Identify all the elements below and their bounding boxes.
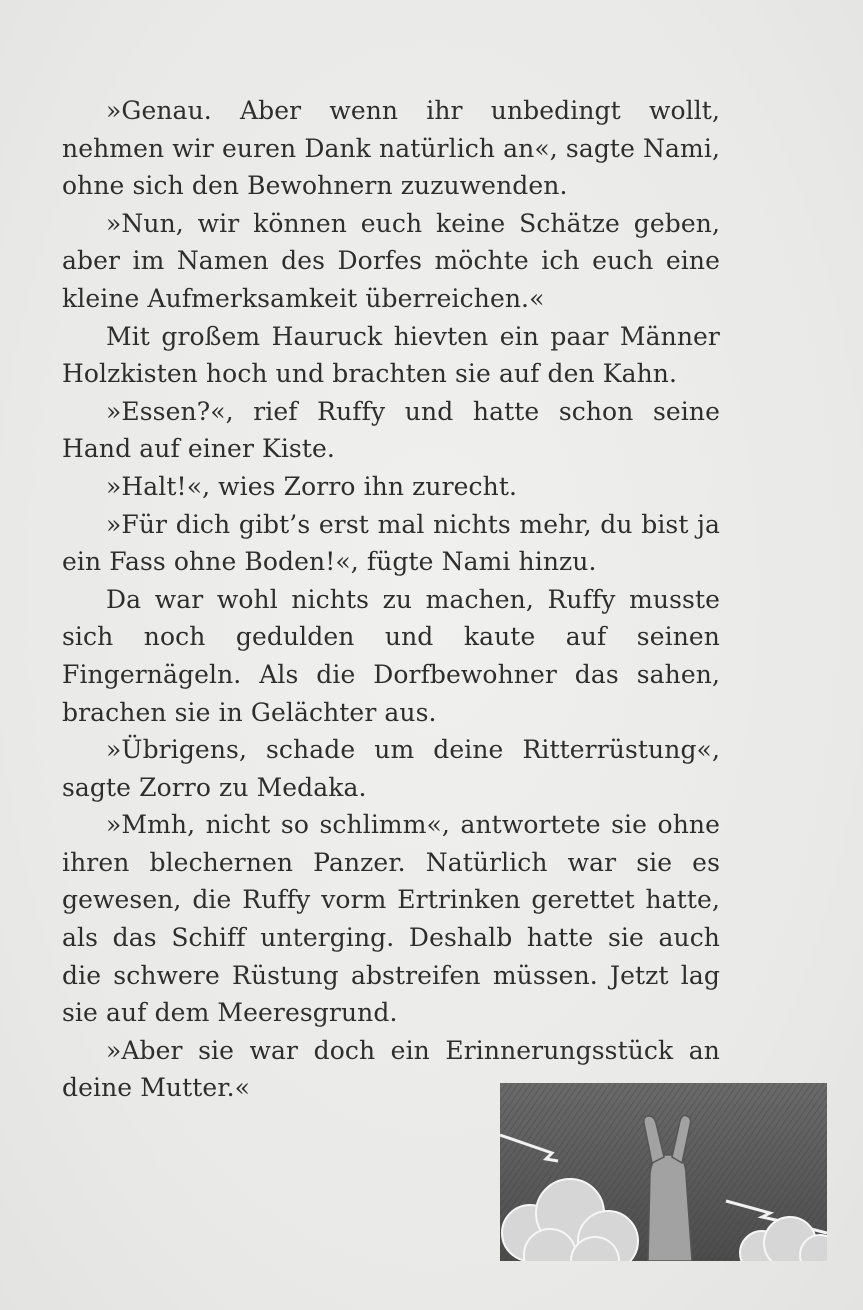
paragraph: »Mmh, nicht so schlimm«, antwortete sie ohne ihren blechernen Panzer. Natürlich war sie es gewesen, die Ruffy vorm Ertrinken gerettet hatte, als das Schiff unterging. Deshalb hatte sie auch die schwere Rüstung abstreifen müssen. Jetzt lag sie auf dem Meeresgrund.	[62, 810, 720, 1028]
paragraph: »Aber sie war doch ein Erinnerungsstück an deine Mutter.«	[62, 1035, 720, 1103]
paragraph: »Essen?«, rief Ruffy und hatte schon seine Hand auf einer Kiste.	[62, 396, 720, 464]
paragraph: »Nun, wir können euch keine Schätze geben, aber im Namen des Dorfes möchte ich euch eine kleine Aufmerksamkeit überreichen.«	[62, 208, 720, 313]
paragraph: Mit großem Hauruck hievten ein paar Männer Holzkisten hoch und brachten sie auf den Kahn.	[62, 321, 720, 389]
paragraph: »Übrigens, schade um deine Ritterrüstung«, sagte Zorro zu Medaka.	[62, 735, 720, 802]
body-text	[62, 92, 720, 1107]
paragraph: »Halt!«, wies Zorro ihn zurecht.	[106, 471, 518, 501]
hand-victory-sign-icon	[500, 1083, 827, 1261]
paragraph: »Genau. Aber wenn ihr unbedingt wollt, nehmen wir euren Dank natürlich an«, sagte Nami, ohne sich den Bewohnern zuzuwenden.	[62, 96, 720, 201]
paragraph: »Für dich gibt’s erst mal nichts mehr, du bist ja ein Fass ohne Boden!«, fügte Nami hinzu.	[62, 509, 720, 577]
manga-illustration	[500, 1083, 827, 1261]
paragraph: Da war wohl nichts zu machen, Ruffy musste sich noch gedulden und kaute auf seinen Fingernägeln. Als die Dorfbewohner das sahen, brachen sie in Gelächter aus.	[62, 584, 720, 727]
